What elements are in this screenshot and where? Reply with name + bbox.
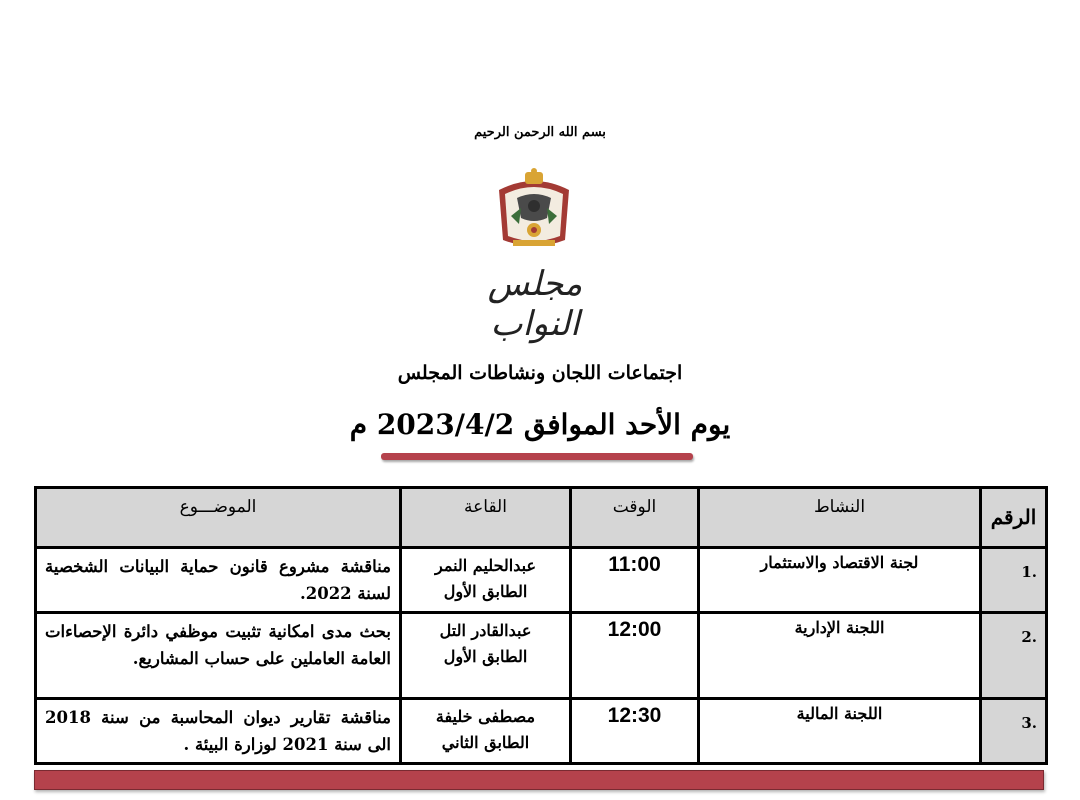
row-number: .3	[981, 699, 1047, 764]
row-time: 12:00	[571, 613, 699, 699]
row-hall	[401, 613, 571, 699]
hall-name: عبدالحليم النمر	[435, 556, 536, 575]
header-activity: النشاط	[699, 488, 981, 548]
row-time: 11:00	[571, 548, 699, 613]
schedule-table	[34, 486, 1048, 765]
header-number: الرقم	[981, 488, 1047, 548]
row-topic: مناقشة تقارير ديوان المحاسبة من سنة 2018 الى سنة 2021 لوزارة البيئة .	[36, 699, 401, 764]
row-topic: مناقشة مشروع قانون حماية البيانات الشخصية لسنة 2022.	[36, 548, 401, 613]
row-topic: بحث مدى امكانية تثبيت موظفي دائرة الإحصاءات العامة العاملين على حساب المشاريع.	[36, 613, 401, 699]
hall-name: مصطفى خليفة	[435, 707, 536, 726]
coat-of-arms-icon	[491, 168, 577, 258]
hall-floor: الطابق الأول	[443, 647, 528, 666]
row-time: 12:30	[571, 699, 699, 764]
row-activity: اللجنة الإدارية	[699, 613, 981, 699]
header-topic: الموضـــوع	[36, 488, 401, 548]
table-row	[36, 613, 1047, 699]
title-underline	[381, 453, 693, 460]
row-number: .2	[981, 613, 1047, 699]
footer-bar	[34, 770, 1044, 790]
table-row	[36, 548, 1047, 613]
page-title: يوم الأحد الموافق 2023/4/2 م	[349, 408, 731, 441]
row-activity: لجنة الاقتصاد والاستثمار	[699, 548, 981, 613]
header-time: الوقت	[571, 488, 699, 548]
table-row	[36, 699, 1047, 764]
row-number: .1	[981, 548, 1047, 613]
row-hall	[401, 548, 571, 613]
table-header-row	[36, 488, 1047, 548]
row-activity: اللجنة المالية	[699, 699, 981, 764]
header-hall: القاعة	[401, 488, 571, 548]
row-hall	[401, 699, 571, 764]
basmala: بسم الله الرحمن الرحيم	[474, 125, 606, 140]
hall-floor: الطابق الأول	[443, 582, 528, 601]
parliament-logo: مجلس النواب	[487, 264, 583, 344]
hall-floor: الطابق الثاني	[441, 733, 530, 752]
hall-name: عبدالقادر التل	[439, 621, 532, 640]
page-subtitle: اجتماعات اللجان ونشاطات المجلس	[397, 362, 683, 384]
